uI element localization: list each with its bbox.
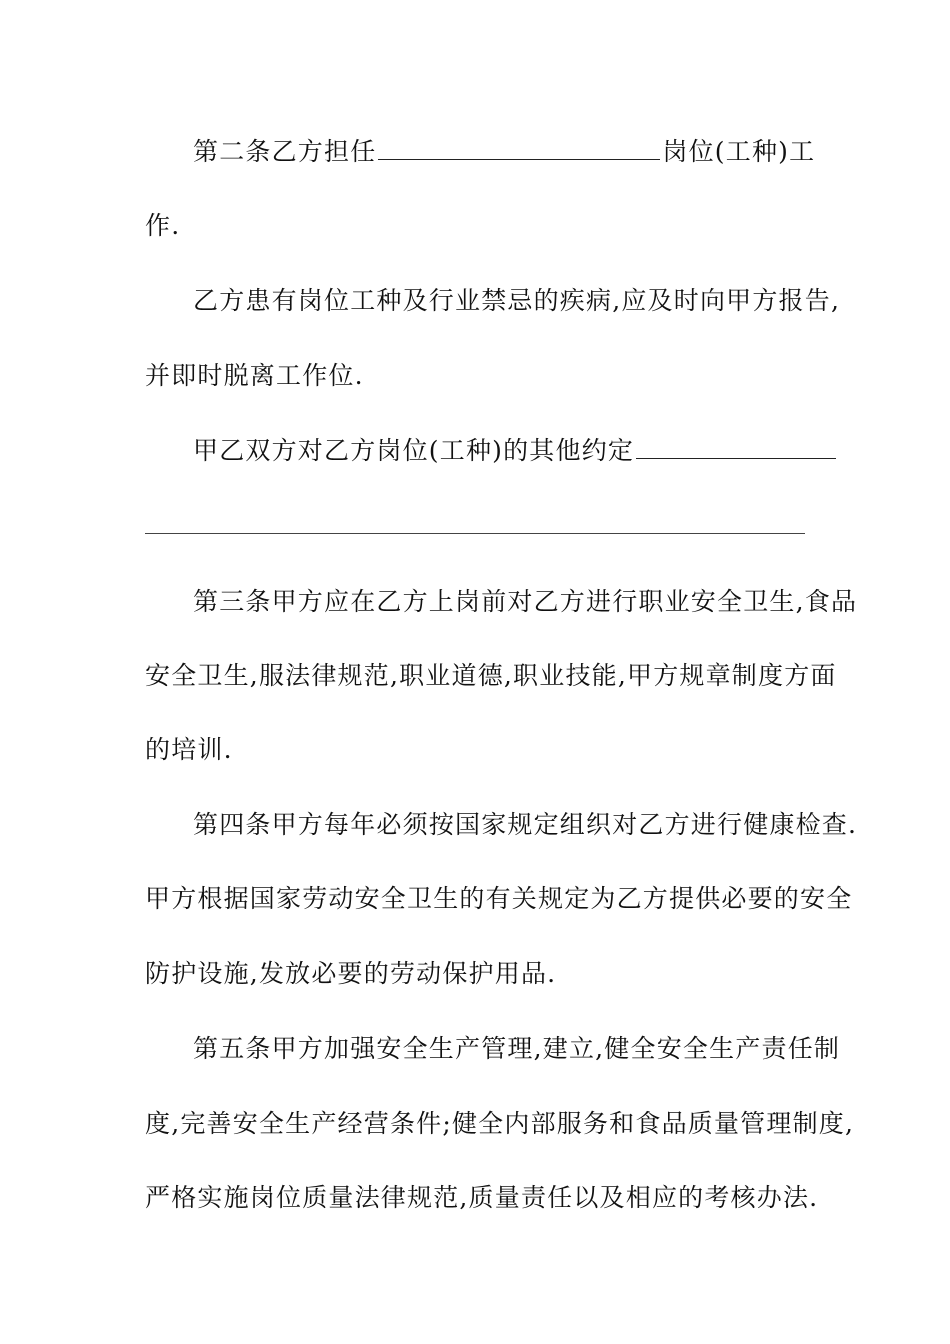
other-agreement-label: 甲乙双方对乙方岗位(工种)的其他约定 <box>193 436 635 465</box>
article-5-line-1: 第五条甲方加强安全生产管理,建立,健全安全生产责任制 <box>193 1034 841 1063</box>
article-4-line-1: 第四条甲方每年必须按国家规定组织对乙方进行健康检查. <box>193 810 858 839</box>
other-agreement-blank <box>636 434 836 459</box>
article-2-line-2: 作. <box>145 211 181 240</box>
article-3-line-2: 安全卫生,服法律规范,职业道德,职业技能,甲方规章制度方面 <box>145 661 837 690</box>
article-2-para-3-line-1 <box>145 433 807 469</box>
article-5-line-3: 严格实施岗位质量法律规范,质量责任以及相应的考核办法. <box>145 1183 819 1212</box>
article-2-para-2-line-2: 并即时脱离工作位. <box>145 361 364 390</box>
article-5-line-2: 度,完善安全生产经营条件;健全内部服务和食品质量管理制度, <box>145 1109 855 1138</box>
article-2-para-2-line-1: 乙方患有岗位工种及行业禁忌的疾病,应及时向甲方报告, <box>193 286 841 315</box>
article-4-line-2: 甲方根据国家劳动安全卫生的有关规定为乙方提供必要的安全 <box>145 884 853 913</box>
article-2-text-post: 岗位(工种)工 <box>662 137 816 166</box>
article-3-line-3: 的培训. <box>145 735 233 764</box>
article-3-line-1: 第三条甲方应在乙方上岗前对乙方进行职业安全卫生,食品 <box>193 587 858 616</box>
article-2-line-1 <box>145 134 816 170</box>
position-blank <box>378 135 660 160</box>
article-2-text: 第二条乙方担任 <box>193 137 377 166</box>
article-4-line-3: 防护设施,发放必要的劳动保护用品. <box>145 959 557 988</box>
other-agreement-blank-line <box>145 533 805 534</box>
